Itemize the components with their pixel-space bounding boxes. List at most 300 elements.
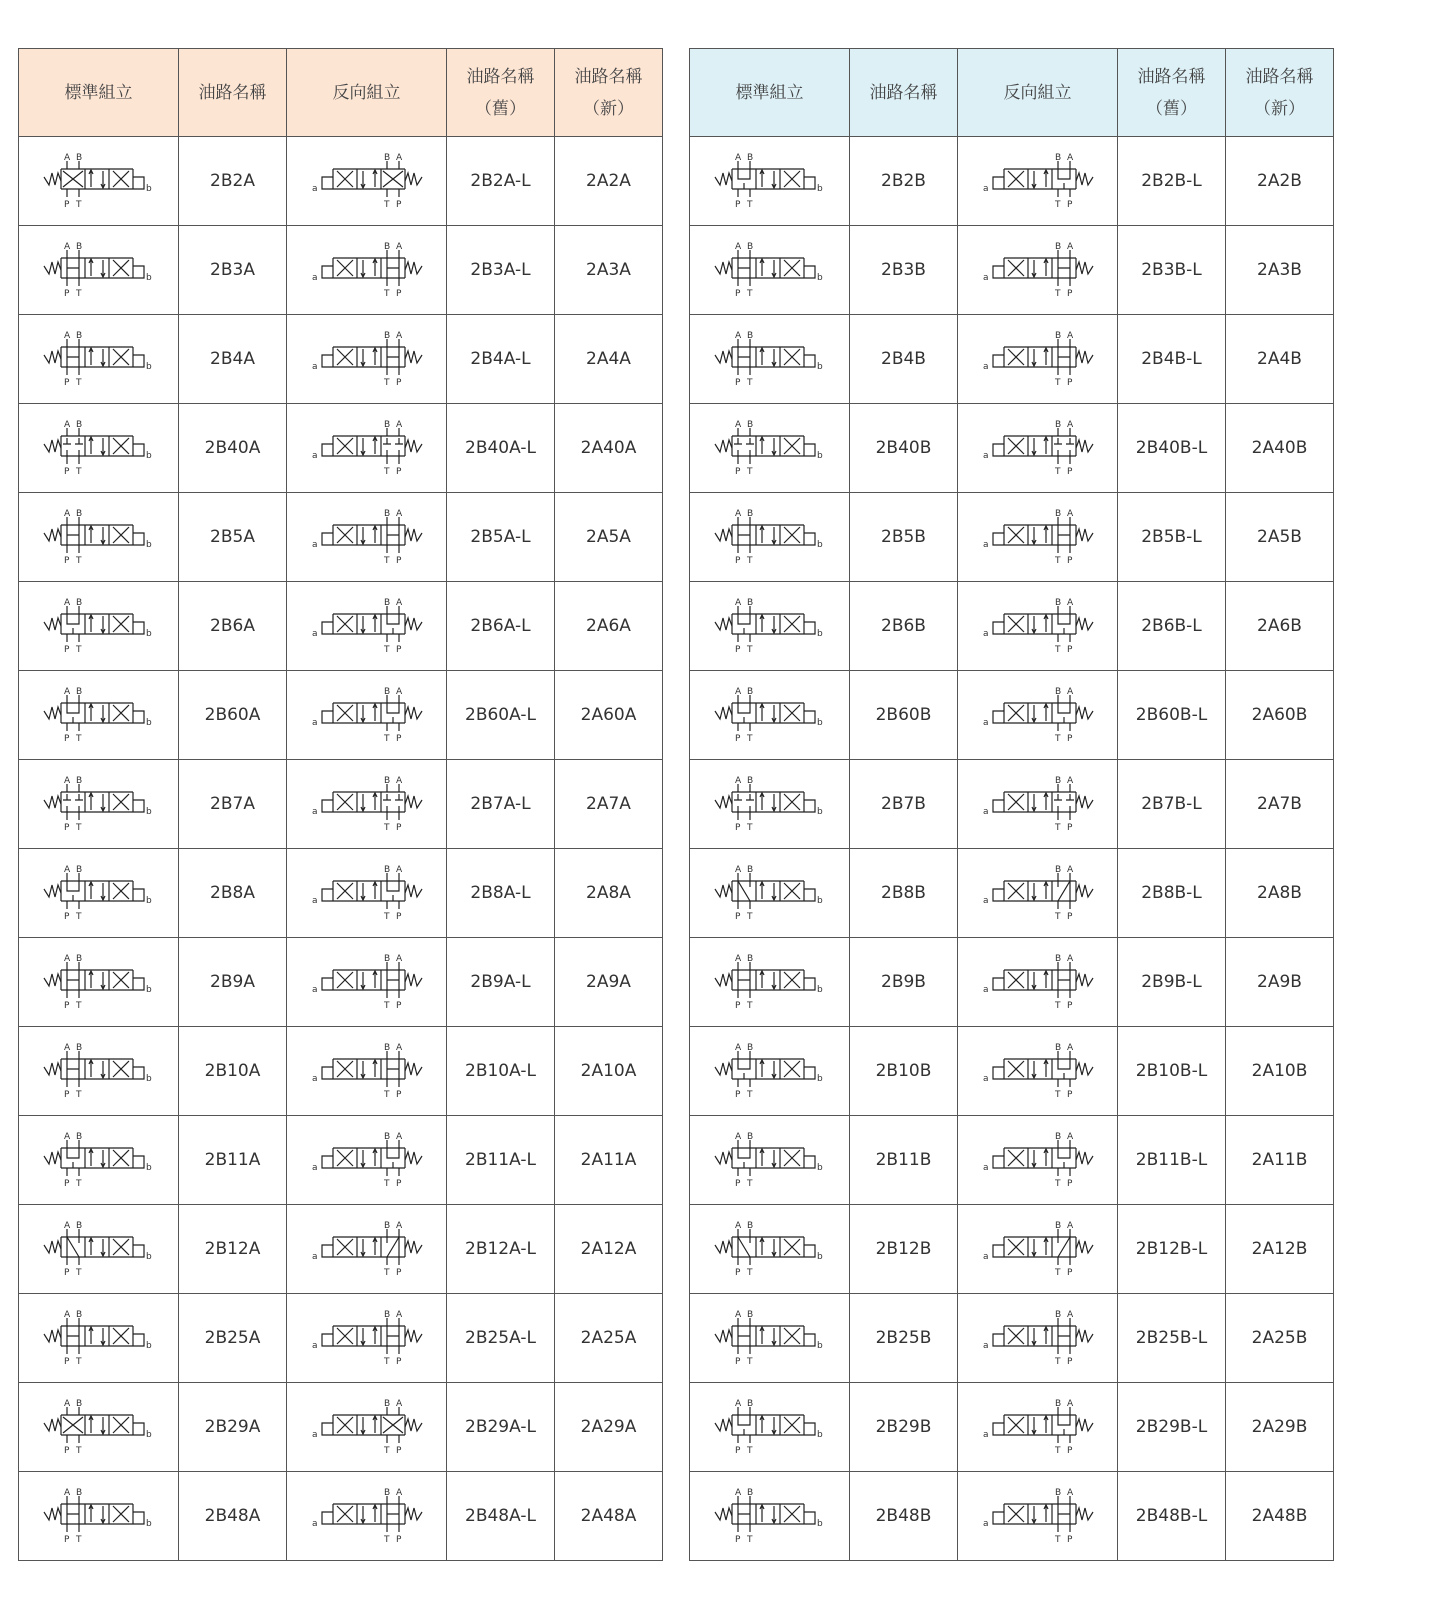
circuit-name-cell: 2B60A [179, 671, 287, 760]
svg-text:B: B [383, 776, 390, 786]
svg-text:A: A [1066, 1221, 1073, 1231]
svg-text:T: T [746, 556, 752, 566]
header-circuit-name: 油路名稱 [850, 49, 958, 137]
svg-text:B: B [746, 153, 753, 163]
svg-text:P: P [734, 645, 740, 655]
std-assembly-symbol [690, 1472, 850, 1561]
svg-text:P: P [1066, 289, 1072, 299]
circuit-name-cell: 2B2A [179, 137, 287, 226]
svg-text:b: b [816, 273, 823, 283]
svg-text:T: T [383, 1179, 389, 1189]
valve-symbol-icon-reversed [308, 240, 426, 300]
svg-text:A: A [734, 509, 741, 519]
std-assembly-symbol [690, 137, 850, 226]
svg-text:T: T [75, 1001, 81, 1011]
svg-text:B: B [746, 1221, 753, 1231]
table-row [19, 226, 663, 315]
svg-text:a: a [311, 451, 318, 461]
svg-text:A: A [395, 1043, 402, 1053]
table-row [19, 1027, 663, 1116]
svg-text:a: a [982, 184, 989, 194]
valve-symbol-icon [711, 863, 829, 923]
svg-text:b: b [145, 1519, 152, 1529]
svg-text:a: a [311, 1341, 318, 1351]
svg-text:b: b [145, 807, 152, 817]
svg-text:P: P [395, 200, 401, 210]
svg-text:P: P [395, 645, 401, 655]
circuit-name-cell: 2B8B [850, 849, 958, 938]
circuit-name-new-cell: 2A5B [1226, 493, 1334, 582]
table-row [19, 1294, 663, 1383]
header-circuit-name-new [555, 49, 663, 137]
table-row [690, 404, 1334, 493]
circuit-name-old-cell: 2B48A-L [447, 1472, 555, 1561]
rev-assembly-symbol [287, 1027, 447, 1116]
table-row [19, 1472, 663, 1561]
valve-symbol-icon [40, 418, 158, 478]
svg-text:T: T [383, 289, 389, 299]
svg-text:T: T [746, 1357, 752, 1367]
svg-text:P: P [395, 734, 401, 744]
rev-assembly-symbol [287, 137, 447, 226]
svg-text:b: b [145, 1163, 152, 1173]
std-assembly-symbol [19, 1116, 179, 1205]
rev-assembly-symbol [958, 1472, 1118, 1561]
svg-text:P: P [1066, 645, 1072, 655]
std-assembly-symbol [19, 1294, 179, 1383]
valve-symbol-icon-reversed [308, 1041, 426, 1101]
svg-text:b: b [145, 985, 152, 995]
svg-text:T: T [1054, 734, 1060, 744]
svg-text:b: b [816, 1430, 823, 1440]
header-circuit-name-new [1226, 49, 1334, 137]
svg-text:P: P [395, 289, 401, 299]
valve-symbol-icon-reversed [979, 1219, 1097, 1279]
svg-text:P: P [1066, 1001, 1072, 1011]
svg-text:A: A [63, 1132, 70, 1142]
svg-text:B: B [746, 954, 753, 964]
svg-text:B: B [75, 1310, 82, 1320]
circuit-name-new-cell: 2A25A [555, 1294, 663, 1383]
valve-symbol-icon-reversed [979, 1486, 1097, 1546]
svg-text:P: P [734, 1357, 740, 1367]
std-assembly-symbol [19, 582, 179, 671]
header-circuit-name-old [1118, 49, 1226, 137]
svg-text:B: B [746, 776, 753, 786]
circuit-name-cell: 2B7A [179, 760, 287, 849]
svg-text:P: P [734, 1446, 740, 1456]
rev-assembly-symbol [958, 315, 1118, 404]
svg-text:A: A [1066, 865, 1073, 875]
svg-text:A: A [734, 1043, 741, 1053]
svg-text:b: b [145, 184, 152, 194]
rev-assembly-symbol [287, 1472, 447, 1561]
svg-text:b: b [816, 985, 823, 995]
svg-text:P: P [1066, 467, 1072, 477]
circuit-name-new-cell: 2A29A [555, 1383, 663, 1472]
svg-text:T: T [1054, 556, 1060, 566]
circuit-name-new-cell: 2A2B [1226, 137, 1334, 226]
svg-text:P: P [1066, 912, 1072, 922]
svg-text:a: a [311, 184, 318, 194]
rev-assembly-symbol [958, 493, 1118, 582]
svg-text:T: T [383, 1001, 389, 1011]
right-table-body [690, 137, 1334, 1561]
circuit-name-new-cell: 2A6B [1226, 582, 1334, 671]
header-new-line1: 油路名稱 [574, 66, 643, 87]
svg-text:P: P [63, 1001, 69, 1011]
svg-text:T: T [383, 912, 389, 922]
std-assembly-symbol [690, 1294, 850, 1383]
circuit-name-new-cell: 2A3B [1226, 226, 1334, 315]
circuit-name-old-cell: 2B6B-L [1118, 582, 1226, 671]
svg-text:B: B [1054, 598, 1061, 608]
svg-text:P: P [63, 734, 69, 744]
valve-symbol-icon [40, 151, 158, 211]
svg-text:b: b [145, 1430, 152, 1440]
svg-text:A: A [734, 1221, 741, 1231]
svg-text:b: b [816, 184, 823, 194]
svg-text:a: a [982, 273, 989, 283]
circuit-name-old-cell: 2B60A-L [447, 671, 555, 760]
svg-text:A: A [734, 1399, 741, 1409]
svg-text:T: T [746, 734, 752, 744]
svg-text:B: B [75, 1488, 82, 1498]
svg-text:A: A [63, 776, 70, 786]
std-assembly-symbol [19, 226, 179, 315]
svg-text:A: A [1066, 1399, 1073, 1409]
valve-symbol-icon [40, 1308, 158, 1368]
circuit-name-old-cell: 2B25A-L [447, 1294, 555, 1383]
rev-assembly-symbol [958, 938, 1118, 1027]
circuit-name-old-cell: 2B12A-L [447, 1205, 555, 1294]
valve-symbol-icon [40, 507, 158, 567]
table-row [690, 582, 1334, 671]
circuit-name-cell: 2B48B [850, 1472, 958, 1561]
svg-text:A: A [1066, 242, 1073, 252]
circuit-name-new-cell: 2A60B [1226, 671, 1334, 760]
svg-text:T: T [75, 912, 81, 922]
table-row [19, 1116, 663, 1205]
svg-text:B: B [383, 1488, 390, 1498]
svg-text:b: b [145, 451, 152, 461]
valve-symbol-icon [711, 507, 829, 567]
svg-text:A: A [1066, 776, 1073, 786]
svg-text:B: B [75, 1399, 82, 1409]
svg-text:T: T [746, 200, 752, 210]
svg-text:T: T [746, 1179, 752, 1189]
valve-symbol-icon-reversed [308, 685, 426, 745]
valve-symbol-icon [40, 240, 158, 300]
valve-symbol-icon-reversed [979, 952, 1097, 1012]
svg-text:b: b [816, 362, 823, 372]
svg-text:T: T [75, 1090, 81, 1100]
header-std-assembly: 標準組立 [19, 49, 179, 137]
circuit-name-new-cell: 2A3A [555, 226, 663, 315]
header-new-line2: （新） [583, 98, 634, 119]
rev-assembly-symbol [958, 137, 1118, 226]
svg-text:B: B [1054, 1221, 1061, 1231]
svg-text:P: P [1066, 1446, 1072, 1456]
valve-symbol-icon [40, 1130, 158, 1190]
valve-symbol-icon [711, 1041, 829, 1101]
svg-text:A: A [63, 865, 70, 875]
svg-text:b: b [816, 629, 823, 639]
svg-text:b: b [145, 540, 152, 550]
svg-text:A: A [395, 1132, 402, 1142]
svg-text:T: T [75, 823, 81, 833]
circuit-name-old-cell: 2B11A-L [447, 1116, 555, 1205]
svg-text:A: A [395, 776, 402, 786]
rev-assembly-symbol [958, 582, 1118, 671]
rev-assembly-symbol [287, 760, 447, 849]
svg-text:P: P [63, 200, 69, 210]
rev-assembly-symbol [287, 849, 447, 938]
svg-text:P: P [1066, 1179, 1072, 1189]
circuit-name-cell: 2B29A [179, 1383, 287, 1472]
svg-text:P: P [63, 645, 69, 655]
svg-text:B: B [75, 420, 82, 430]
svg-text:B: B [746, 687, 753, 697]
rev-assembly-symbol [958, 1116, 1118, 1205]
svg-text:P: P [734, 1268, 740, 1278]
svg-text:B: B [1054, 420, 1061, 430]
table-row [690, 938, 1334, 1027]
svg-text:P: P [63, 289, 69, 299]
svg-text:A: A [734, 331, 741, 341]
svg-text:B: B [746, 865, 753, 875]
circuit-name-cell: 2B60B [850, 671, 958, 760]
valve-symbol-icon-reversed [979, 329, 1097, 389]
svg-text:B: B [75, 331, 82, 341]
valve-symbol-icon-reversed [308, 329, 426, 389]
header-row [19, 49, 663, 137]
svg-text:B: B [746, 242, 753, 252]
svg-text:P: P [395, 467, 401, 477]
svg-text:T: T [383, 200, 389, 210]
svg-text:B: B [746, 1132, 753, 1142]
svg-text:B: B [75, 153, 82, 163]
svg-text:b: b [145, 718, 152, 728]
svg-text:T: T [746, 289, 752, 299]
valve-symbol-icon-reversed [979, 418, 1097, 478]
svg-text:P: P [395, 378, 401, 388]
svg-text:T: T [383, 1446, 389, 1456]
circuit-name-cell: 2B12A [179, 1205, 287, 1294]
table-row [690, 671, 1334, 760]
rev-assembly-symbol [958, 1205, 1118, 1294]
svg-text:P: P [734, 467, 740, 477]
rev-assembly-symbol [287, 226, 447, 315]
svg-text:A: A [395, 865, 402, 875]
circuit-name-new-cell: 2A60A [555, 671, 663, 760]
svg-text:b: b [816, 1074, 823, 1084]
svg-text:A: A [395, 1310, 402, 1320]
svg-text:P: P [63, 1446, 69, 1456]
valve-symbol-icon-reversed [979, 1308, 1097, 1368]
svg-text:P: P [734, 1090, 740, 1100]
svg-text:T: T [746, 1535, 752, 1545]
svg-text:a: a [982, 1341, 989, 1351]
svg-text:a: a [311, 629, 318, 639]
std-assembly-symbol [19, 849, 179, 938]
rev-assembly-symbol [287, 1116, 447, 1205]
rev-assembly-symbol [958, 226, 1118, 315]
std-assembly-symbol [19, 404, 179, 493]
valve-symbol-icon [711, 151, 829, 211]
svg-text:a: a [982, 718, 989, 728]
svg-text:b: b [145, 273, 152, 283]
svg-text:T: T [746, 467, 752, 477]
valve-symbol-icon-reversed [308, 1486, 426, 1546]
svg-text:a: a [311, 540, 318, 550]
valve-symbol-icon [711, 774, 829, 834]
svg-text:b: b [816, 1163, 823, 1173]
svg-text:P: P [1066, 1090, 1072, 1100]
svg-text:B: B [1054, 1488, 1061, 1498]
svg-text:a: a [982, 1519, 989, 1529]
svg-text:b: b [816, 807, 823, 817]
svg-text:P: P [63, 1090, 69, 1100]
svg-text:b: b [816, 718, 823, 728]
circuit-name-old-cell: 2B9B-L [1118, 938, 1226, 1027]
svg-text:B: B [75, 687, 82, 697]
rev-assembly-symbol [958, 1383, 1118, 1472]
rev-assembly-symbol [287, 404, 447, 493]
svg-text:A: A [63, 331, 70, 341]
svg-text:A: A [395, 331, 402, 341]
svg-text:A: A [63, 598, 70, 608]
svg-text:A: A [734, 153, 741, 163]
svg-text:P: P [734, 823, 740, 833]
rev-assembly-symbol [287, 1383, 447, 1472]
svg-text:T: T [75, 1268, 81, 1278]
svg-text:P: P [395, 823, 401, 833]
rev-assembly-symbol [287, 1205, 447, 1294]
rev-assembly-symbol [287, 582, 447, 671]
svg-text:A: A [734, 1310, 741, 1320]
table-row [690, 1383, 1334, 1472]
svg-text:a: a [982, 1163, 989, 1173]
circuit-name-cell: 2B7B [850, 760, 958, 849]
circuit-name-new-cell: 2A48A [555, 1472, 663, 1561]
rev-assembly-symbol [958, 849, 1118, 938]
svg-text:B: B [383, 954, 390, 964]
table-row [19, 582, 663, 671]
svg-text:a: a [311, 718, 318, 728]
header-old-line1: 油路名稱 [466, 66, 535, 87]
svg-text:T: T [1054, 378, 1060, 388]
svg-text:B: B [1054, 153, 1061, 163]
svg-text:T: T [383, 467, 389, 477]
svg-text:T: T [383, 1357, 389, 1367]
svg-text:A: A [395, 1399, 402, 1409]
svg-text:T: T [75, 1179, 81, 1189]
valve-symbol-icon [40, 1219, 158, 1279]
std-assembly-symbol [19, 1472, 179, 1561]
svg-text:A: A [63, 687, 70, 697]
svg-text:b: b [145, 1252, 152, 1262]
std-assembly-symbol [690, 1027, 850, 1116]
svg-text:T: T [383, 1090, 389, 1100]
svg-text:A: A [1066, 687, 1073, 697]
table-row [690, 760, 1334, 849]
valve-symbol-icon [711, 329, 829, 389]
circuit-name-old-cell: 2B3B-L [1118, 226, 1226, 315]
svg-text:A: A [395, 153, 402, 163]
svg-text:P: P [734, 289, 740, 299]
svg-text:B: B [1054, 954, 1061, 964]
circuit-name-cell: 2B25B [850, 1294, 958, 1383]
std-assembly-symbol [690, 1383, 850, 1472]
svg-text:P: P [734, 378, 740, 388]
svg-text:T: T [1054, 823, 1060, 833]
circuit-name-new-cell: 2A4B [1226, 315, 1334, 404]
svg-text:a: a [311, 1163, 318, 1173]
table-row [19, 137, 663, 226]
valve-symbol-icon-reversed [979, 507, 1097, 567]
svg-text:A: A [1066, 598, 1073, 608]
svg-text:b: b [145, 629, 152, 639]
std-assembly-symbol [690, 671, 850, 760]
std-assembly-symbol [19, 760, 179, 849]
svg-text:T: T [75, 556, 81, 566]
svg-text:T: T [75, 1446, 81, 1456]
svg-text:A: A [63, 1399, 70, 1409]
svg-text:a: a [982, 807, 989, 817]
table-row [19, 315, 663, 404]
svg-text:P: P [395, 1179, 401, 1189]
header-rev-assembly: 反向組立 [958, 49, 1118, 137]
std-assembly-symbol [690, 493, 850, 582]
svg-text:T: T [1054, 1446, 1060, 1456]
valve-symbol-icon [40, 685, 158, 745]
svg-text:P: P [63, 1179, 69, 1189]
svg-text:T: T [75, 645, 81, 655]
svg-text:P: P [734, 1535, 740, 1545]
circuit-name-old-cell: 2B4A-L [447, 315, 555, 404]
circuit-name-old-cell: 2B40B-L [1118, 404, 1226, 493]
std-assembly-symbol [19, 938, 179, 1027]
svg-text:T: T [1054, 645, 1060, 655]
svg-text:T: T [1054, 1268, 1060, 1278]
table-row [690, 1027, 1334, 1116]
svg-text:A: A [395, 598, 402, 608]
svg-text:P: P [63, 467, 69, 477]
svg-text:P: P [63, 556, 69, 566]
rev-assembly-symbol [287, 938, 447, 1027]
circuit-name-new-cell: 2A6A [555, 582, 663, 671]
svg-text:T: T [1054, 467, 1060, 477]
circuit-name-old-cell: 2B7A-L [447, 760, 555, 849]
valve-symbol-icon-reversed [979, 1130, 1097, 1190]
svg-text:B: B [746, 1488, 753, 1498]
svg-text:A: A [734, 865, 741, 875]
std-assembly-symbol [690, 760, 850, 849]
valve-symbol-icon [40, 1397, 158, 1457]
circuit-name-old-cell: 2B2B-L [1118, 137, 1226, 226]
circuit-name-old-cell: 2B8A-L [447, 849, 555, 938]
circuit-name-old-cell: 2B7B-L [1118, 760, 1226, 849]
svg-text:B: B [383, 1221, 390, 1231]
svg-text:A: A [1066, 509, 1073, 519]
svg-text:B: B [1054, 242, 1061, 252]
table-row [19, 938, 663, 1027]
circuit-name-cell: 2B4B [850, 315, 958, 404]
valve-symbol-icon-reversed [979, 151, 1097, 211]
svg-text:A: A [734, 954, 741, 964]
svg-text:P: P [734, 200, 740, 210]
